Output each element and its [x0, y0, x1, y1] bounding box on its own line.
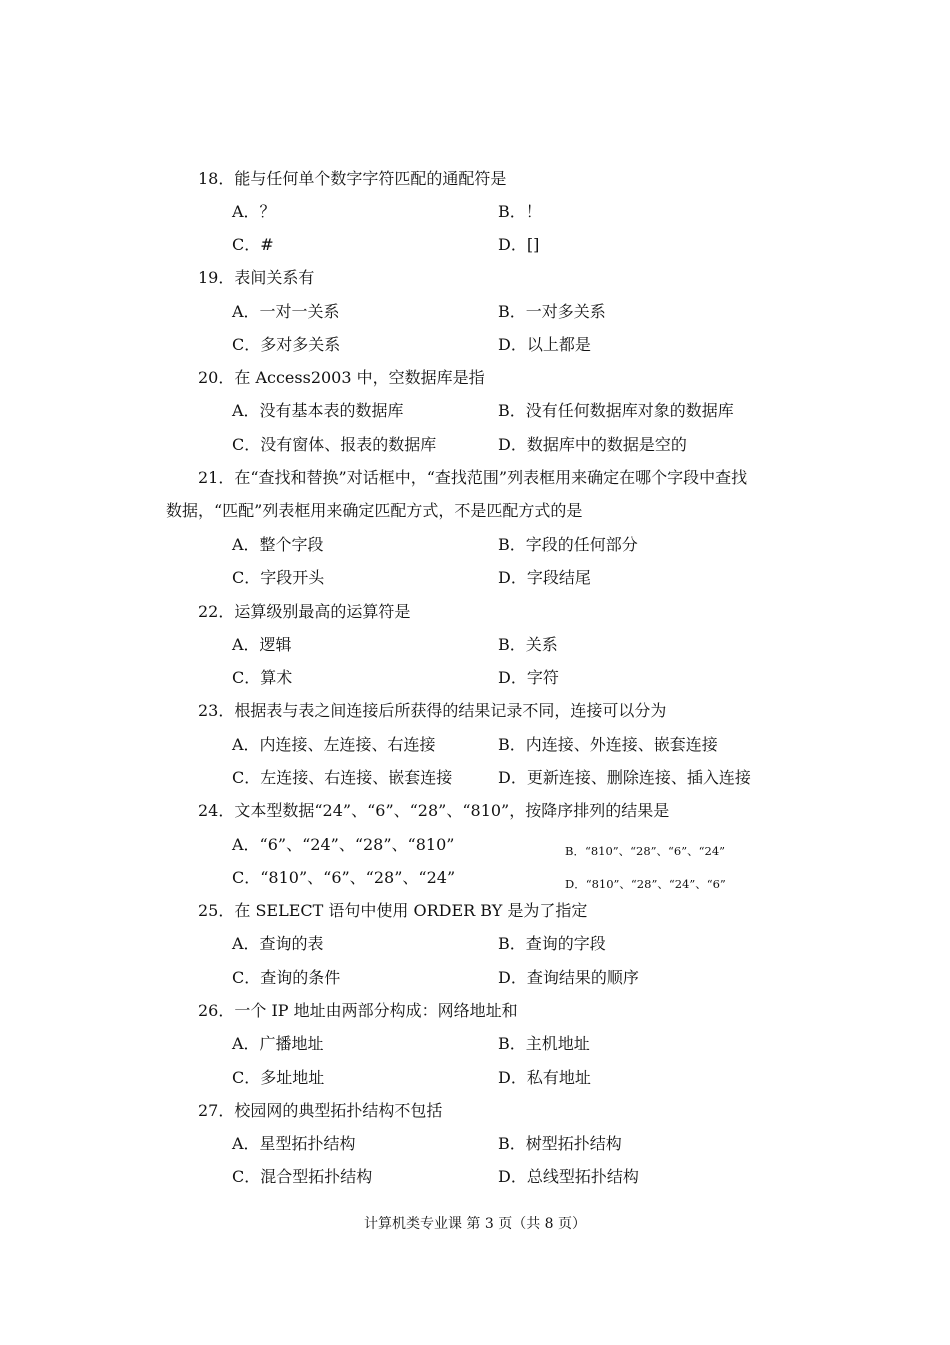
question-21-stem: 21．在“查找和替换”对话框中，“查找范围”列表框用来确定在哪个字段中查找 — [198, 468, 748, 487]
question-27-option-b: B．树型拓扑结构 — [498, 1134, 622, 1153]
question-21-option-c: C．字段开头 — [232, 568, 325, 587]
question-27-stem: 27．校园网的典型拓扑结构不包括 — [198, 1101, 443, 1120]
question-21-stem-continued: 数据，“匹配”列表框用来确定匹配方式，不是匹配方式的是 — [166, 501, 583, 520]
question-26-option-b: B．主机地址 — [498, 1034, 590, 1053]
question-18-option-b: B．！ — [498, 202, 542, 221]
question-19-option-c: C．多对多关系 — [232, 335, 341, 354]
question-19-stem: 19．表间关系有 — [198, 268, 315, 287]
question-26-option-d: D．私有地址 — [498, 1068, 591, 1087]
question-20-option-a: A．没有基本表的数据库 — [232, 401, 404, 420]
question-23-option-a: A．内连接、左连接、右连接 — [232, 735, 436, 754]
question-26-option-a: A．广播地址 — [232, 1034, 324, 1053]
question-26-stem: 26．一个 IP 地址由两部分构成：网络地址和 — [198, 1001, 518, 1020]
question-25-option-c: C．查询的条件 — [232, 968, 341, 987]
question-23-option-b: B．内连接、外连接、嵌套连接 — [498, 735, 718, 754]
question-24-option-c: C．“810”、“6”、“28”、“24” — [232, 868, 456, 887]
question-19-option-a: A．一对一关系 — [232, 302, 340, 321]
question-23-stem: 23．根据表与表之间连接后所获得的结果记录不同，连接可以分为 — [198, 701, 667, 720]
question-27-option-a: A．星型拓扑结构 — [232, 1134, 356, 1153]
question-22-option-c: C．算术 — [232, 668, 293, 687]
question-21-option-b: B．字段的任何部分 — [498, 535, 638, 554]
question-25-stem: 25．在 SELECT 语句中使用 ORDER BY 是为了指定 — [198, 901, 588, 920]
question-22-option-a: A．逻辑 — [232, 635, 292, 654]
question-24-stem: 24．文本型数据“24”、“6”、“28”、“810”，按降序排列的结果是 — [198, 801, 670, 820]
question-25-option-d: D．查询结果的顺序 — [498, 968, 639, 987]
question-18-option-c: C．# — [232, 235, 274, 254]
question-20-stem: 20．在 Access2003 中，空数据库是指 — [198, 368, 485, 387]
question-19-option-d: D．以上都是 — [498, 335, 591, 354]
question-25-option-b: B．查询的字段 — [498, 934, 606, 953]
page-footer: 计算机类专业课 第 3 页（共 8 页） — [363, 1216, 587, 1232]
question-21-option-d: D．字段结尾 — [498, 568, 591, 587]
question-23-option-d: D．更新连接、删除连接、插入连接 — [498, 768, 751, 787]
question-27-option-c: C．混合型拓扑结构 — [232, 1167, 373, 1186]
question-22-stem: 22．运算级别最高的运算符是 — [198, 602, 411, 621]
question-20-option-c: C．没有窗体、报表的数据库 — [232, 435, 437, 454]
question-20-option-d: D．数据库中的数据是空的 — [498, 435, 687, 454]
question-22-option-d: D．字符 — [498, 668, 559, 687]
question-27-option-d: D．总线型拓扑结构 — [498, 1167, 639, 1186]
question-24-option-d: D．“810”、“28”、“24”、“6” — [565, 877, 726, 891]
question-26-option-c: C．多址地址 — [232, 1068, 325, 1087]
question-18-option-a: A．？ — [232, 202, 276, 221]
question-22-option-b: B．关系 — [498, 635, 558, 654]
question-21-option-a: A．整个字段 — [232, 535, 324, 554]
question-23-option-c: C．左连接、右连接、嵌套连接 — [232, 768, 453, 787]
question-24-option-a: A．“6”、“24”、“28”、“810” — [232, 835, 455, 854]
question-24-option-b: B．“810”、“28”、“6”、“24” — [565, 844, 726, 858]
question-18-stem: 18．能与任何单个数字字符匹配的通配符是 — [198, 169, 507, 188]
question-18-option-d: D．[] — [498, 235, 540, 254]
question-20-option-b: B．没有任何数据库对象的数据库 — [498, 401, 734, 420]
question-25-option-a: A．查询的表 — [232, 934, 324, 953]
question-19-option-b: B．一对多关系 — [498, 302, 606, 321]
